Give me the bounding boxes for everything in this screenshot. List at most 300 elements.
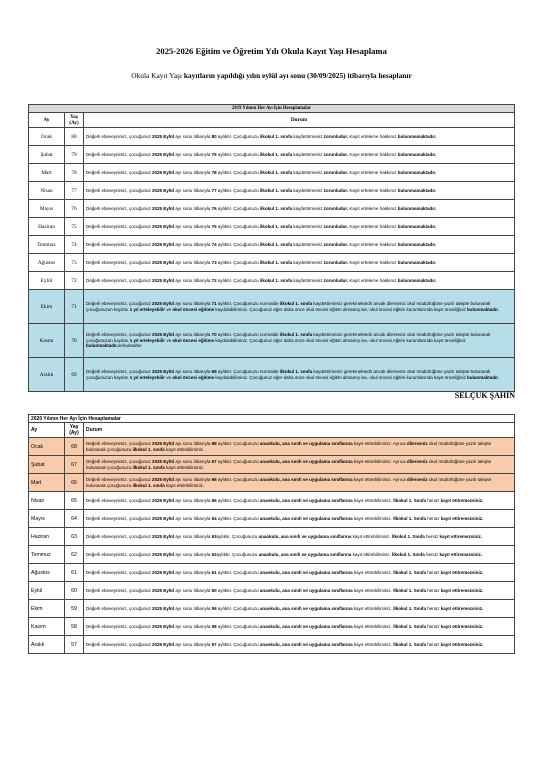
status-bold-text: İlkokul 1. Sınıfa bbox=[393, 587, 426, 593]
status-text: aylıktır. Çocuğunuzu bbox=[216, 259, 260, 265]
status-bold-text: anaokulu, ana sınıfı ve uygulama sınıflarına bbox=[259, 569, 353, 575]
status-bold-text: 70 bbox=[211, 332, 217, 338]
status-text: ayı sonu itibarıyla bbox=[174, 641, 212, 647]
status-text: kaydettirmeniz bbox=[292, 277, 324, 283]
status-text: Değerli ebeveynimiz, çocuğunuz bbox=[86, 497, 153, 503]
status-text: Değerli ebeveynimiz, çocuğunuz bbox=[86, 476, 153, 482]
status-text: Değerli ebeveynimiz, çocuğunuz bbox=[86, 223, 153, 229]
status-text: kaydettirmeniz bbox=[292, 151, 324, 157]
status-bold-text: İlkokul 1. Sınıfa bbox=[393, 605, 426, 611]
status-text: selcuksahin bbox=[118, 343, 142, 349]
status-text: ayı sonu itibarıyla bbox=[174, 187, 212, 193]
header-status: Durum bbox=[84, 113, 515, 128]
status-text: kayıt ettirebilirsiniz. bbox=[352, 569, 394, 575]
status-bold-text: İlkokul 1. Sınıfa bbox=[391, 533, 425, 539]
table-row bbox=[29, 200, 515, 218]
status-text: Değerli ebeveynimiz, çocuğunuz bbox=[86, 205, 153, 211]
status-bold-text: zorunludur. bbox=[323, 151, 349, 157]
table-row bbox=[29, 438, 515, 456]
status-bold-text: 2025 Eylül bbox=[152, 223, 175, 229]
status-text: aylıktır. Çocuğunuzu bbox=[216, 458, 260, 464]
status-text: kaydettirmeniz gerekmektedir ancak dilerseniz okul müdürlüğüne yazılı talepte bulunarak çocuğunuzun kaydını bbox=[86, 368, 491, 380]
cell-month: Eylül bbox=[29, 582, 65, 600]
status-bold-text: 61 bbox=[211, 569, 217, 575]
cell-status bbox=[84, 546, 515, 564]
status-bold-text: ilkokul 1. sınıfa bbox=[279, 368, 313, 374]
status-bold-text: zorunludur. bbox=[323, 133, 349, 139]
status-text: aylıktır. Çocuğunuzu bbox=[216, 440, 260, 446]
status-text: ayı sonu itibarıyla bbox=[174, 368, 212, 374]
cell-month: Haziran bbox=[29, 528, 65, 546]
status-bold-text: 2025 Eylül bbox=[152, 515, 175, 521]
status-bold-text: bulunmamaktadır. bbox=[397, 187, 437, 193]
cell-age: 58 bbox=[65, 618, 84, 636]
status-bold-text: kayıt ettiremezsiniz. bbox=[440, 497, 484, 503]
status-text: kayıt ettirebilirsiniz. bbox=[352, 623, 394, 629]
status-text: Kayıt erteleme hakkınız bbox=[348, 223, 398, 229]
status-text: kayıt ettirebilirsiniz. bbox=[352, 515, 394, 521]
cell-age: 64 bbox=[65, 510, 84, 528]
status-bold-text: anaokulu, ana sınıfı ve uygulama sınıflarına bbox=[259, 458, 353, 464]
status-bold-text: anaokulu, ana sınıfı ve uygulama sınıflarına bbox=[259, 476, 353, 482]
status-bold-text: 58 bbox=[211, 623, 217, 629]
status-bold-text: dilerseniz bbox=[406, 458, 428, 464]
status-text: ayı sonu itibarıyla bbox=[174, 458, 212, 464]
status-text: aylıktır. Çocuğunuzu bbox=[216, 551, 259, 557]
header-month: Ay bbox=[29, 113, 65, 128]
status-bold-text: 2025 Eylül bbox=[152, 440, 175, 446]
status-text: Değerli ebeveynimiz, çocuğunuz bbox=[86, 332, 153, 338]
status-bold-text: zorunludur. bbox=[323, 169, 349, 175]
cell-age: 57 bbox=[65, 636, 84, 654]
status-bold-text: 62 bbox=[211, 551, 217, 557]
cell-month: Kasım bbox=[29, 324, 65, 358]
status-text: aylıktır. Çocuğunuzu bbox=[216, 569, 260, 575]
cell-status bbox=[84, 528, 515, 546]
status-text: Değerli ebeveynimiz, çocuğunuz bbox=[86, 533, 153, 539]
status-text: aylıktır. Çocuğunuzu normalde bbox=[216, 300, 280, 306]
status-bold-text: ilkokul 1. sınıfa bbox=[259, 187, 293, 193]
status-bold-text: kayıt ettiremezsiniz. bbox=[440, 623, 484, 629]
table-row bbox=[29, 456, 515, 474]
status-text: ayı sonu itibarıyla bbox=[174, 259, 212, 265]
status-bold-text: 2025 Eylül bbox=[152, 587, 175, 593]
cell-status bbox=[84, 438, 515, 456]
status-bold-text: ilkokul 1. sınıfa bbox=[259, 277, 293, 283]
cell-month: Nisan bbox=[29, 492, 65, 510]
status-text: Değerli ebeveynimiz, çocuğunuz bbox=[86, 515, 153, 521]
table-row bbox=[29, 324, 515, 358]
cell-month: Ağustos bbox=[29, 564, 65, 582]
status-bold-text: kayıt ettiremezsiniz. bbox=[440, 587, 484, 593]
cell-month: Nisan bbox=[29, 182, 65, 200]
table-row bbox=[29, 492, 515, 510]
status-text: aylıktır. Çocuğunuzu bbox=[216, 623, 260, 629]
table-2020 bbox=[28, 414, 515, 654]
status-bold-text: bulunmaktadır. bbox=[86, 343, 119, 349]
cell-age: 65 bbox=[65, 492, 84, 510]
status-bold-text: İlkokul 1. Sınıfa bbox=[393, 623, 426, 629]
subtitle-normal: Okula Kayıt Yaşı bbox=[131, 71, 184, 80]
status-bold-text: 2025 Eylül bbox=[152, 151, 175, 157]
status-text: ayı sonu itibarıyla bbox=[174, 133, 212, 139]
status-bold-text: 2025 Eylül bbox=[152, 605, 175, 611]
status-bold-text: dilerseniz bbox=[406, 440, 428, 446]
status-text: ve bbox=[165, 337, 173, 343]
cell-age: 66 bbox=[65, 474, 84, 492]
cell-age: 76 bbox=[65, 200, 84, 218]
status-bold-text: bulunmamaktadır. bbox=[397, 241, 437, 247]
status-bold-text: kayıt ettiremezsiniz. bbox=[439, 533, 482, 539]
status-text: aylıktır. Çocuğunuzu bbox=[216, 515, 260, 521]
status-bold-text: 2025 Eylül bbox=[152, 623, 175, 629]
status-bold-text: 74 bbox=[211, 241, 217, 247]
status-text: Kayıt erteleme hakkınız bbox=[348, 187, 398, 193]
status-bold-text: kayıt ettiremezsiniz. bbox=[440, 641, 484, 647]
status-bold-text: zorunludur. bbox=[323, 259, 349, 265]
status-bold-text: kayıt ettiremezsiniz. bbox=[440, 569, 484, 575]
status-bold-text: dilerseniz bbox=[406, 476, 428, 482]
status-bold-text: 2025 Eylül bbox=[152, 641, 175, 647]
status-text: kaydettirmeniz bbox=[292, 259, 324, 265]
cell-age: 62 bbox=[65, 546, 84, 564]
status-text: Değerli ebeveynimiz, çocuğunuz bbox=[86, 300, 153, 306]
status-text: Kayıt erteleme hakkınız bbox=[348, 277, 398, 283]
status-text: kayıt ettirebilirsiniz. bbox=[164, 446, 205, 452]
status-bold-text: bulunmaktadır. bbox=[466, 306, 499, 312]
author-signature: SELÇUK ŞAHİN bbox=[454, 391, 515, 400]
cell-status bbox=[84, 254, 515, 272]
status-bold-text: bulunmamaktadır. bbox=[397, 151, 437, 157]
status-bold-text: anaokulu, ana sınıfı ve uygulama sınıflarına bbox=[259, 623, 353, 629]
status-text: aylıktır. Çocuğunuzu bbox=[216, 641, 260, 647]
status-text: aylıktır. Çocuğunuzu bbox=[216, 476, 260, 482]
status-bold-text: zorunludur. bbox=[323, 241, 349, 247]
table-caption: 2019 Yılının Her Ayı İçin Hesaplamalar bbox=[29, 105, 515, 113]
cell-status bbox=[84, 146, 515, 164]
cell-month: Şubat bbox=[29, 456, 65, 474]
status-bold-text: 65 bbox=[211, 497, 217, 503]
status-text: ayı sonu itibarıyla bbox=[174, 497, 212, 503]
status-bold-text: 2025 Eylül bbox=[152, 169, 175, 175]
status-text: aylıktır. Çocuğunuzu bbox=[216, 187, 260, 193]
status-bold-text: anaokulu, ana sınıfı ve uygulama sınıflarına bbox=[259, 515, 353, 521]
status-text: ve bbox=[165, 374, 173, 380]
status-text: Değerli ebeveynimiz, çocuğunuz bbox=[86, 587, 153, 593]
status-bold-text: 80 bbox=[211, 133, 217, 139]
cell-status bbox=[84, 492, 515, 510]
cell-age: 79 bbox=[65, 146, 84, 164]
subtitle-bold: kayıtların yapıldığı yılın eylül ayı sonu (30/09/2025) itibarıyla hesaplanır bbox=[183, 71, 412, 80]
cell-month: Kasım bbox=[29, 618, 65, 636]
status-bold-text: bulunmamaktadır. bbox=[397, 205, 437, 211]
cell-month: Temmuz bbox=[29, 236, 65, 254]
status-text: Değerli ebeveynimiz, çocuğunuz bbox=[86, 605, 153, 611]
status-bold-text: ilkokul 1. sınıfa bbox=[259, 223, 293, 229]
status-text: kayıt ettirebilirsiniz. bbox=[351, 533, 392, 539]
status-text: kaydolabilirsiniz. Çocuğunuz eğer daha önce okul öncesi eğitim almamış ise, okul öncesi eğitim kurumlarında kayıt önceliğiniz bbox=[214, 337, 466, 343]
status-bold-text: 2025 Eylül bbox=[152, 259, 175, 265]
cell-status bbox=[84, 200, 515, 218]
status-text: Kayıt erteleme hakkınız bbox=[348, 151, 398, 157]
status-bold-text: anaokulu, ana sınıfı ve uygulama sınıflarına bbox=[259, 605, 353, 611]
status-text: aylıktır. Çocuğunuzu bbox=[216, 151, 260, 157]
cell-month: Mart bbox=[29, 474, 65, 492]
status-text: Kayıt erteleme hakkınız bbox=[348, 169, 398, 175]
cell-status bbox=[84, 618, 515, 636]
table-row bbox=[29, 218, 515, 236]
status-text: Kayıt erteleme hakkınız bbox=[348, 259, 398, 265]
status-text: Değerli ebeveynimiz, çocuğunuz bbox=[86, 187, 153, 193]
status-text: ayı sonu itibarıyla bbox=[174, 277, 212, 283]
status-text: henüz bbox=[425, 641, 441, 647]
status-bold-text: 79 bbox=[211, 151, 217, 157]
status-text: kayıt ettirebilirsiniz. bbox=[164, 464, 205, 470]
status-text: kaydettirmeniz gerekmektedir ancak dilerseniz okul müdürlüğüne yazılı talepte bulunarak çocuğunuzun kaydını bbox=[86, 300, 491, 312]
cell-month: Mayıs bbox=[29, 200, 65, 218]
page-subtitle bbox=[0, 71, 543, 80]
status-text: kayıt ettirebilirsiniz. Ayrıca bbox=[352, 440, 407, 446]
table-row bbox=[29, 164, 515, 182]
table-row bbox=[29, 290, 515, 324]
status-bold-text: kayıt ettiremezsiniz. bbox=[439, 551, 482, 557]
status-text: henüz bbox=[425, 623, 441, 629]
cell-status bbox=[84, 456, 515, 474]
status-bold-text: bulunmamaktadır. bbox=[397, 223, 437, 229]
status-text: kayıt ettirebilirsiniz. bbox=[352, 497, 394, 503]
status-bold-text: okul öncesi eğitime bbox=[172, 374, 215, 380]
status-text: ayı sonu itibarıyla bbox=[174, 169, 212, 175]
status-text: ayı sonu itibarıyla bbox=[174, 300, 212, 306]
status-text: kaydettirmeniz bbox=[292, 187, 324, 193]
status-text: Değerli ebeveynimiz, çocuğunuz bbox=[86, 551, 153, 557]
status-text: ayı sonu itibarıyla bbox=[174, 205, 212, 211]
status-text: henüz bbox=[425, 587, 441, 593]
cell-status bbox=[84, 510, 515, 528]
status-text: Kayıt erteleme hakkınız bbox=[348, 133, 398, 139]
status-text: ayı sonu itibarıyla bbox=[174, 241, 212, 247]
cell-status bbox=[84, 564, 515, 582]
header-age: Yaş (Ay) bbox=[65, 423, 84, 438]
cell-status bbox=[84, 474, 515, 492]
cell-age: 78 bbox=[65, 164, 84, 182]
table-row bbox=[29, 272, 515, 290]
table-row bbox=[29, 600, 515, 618]
status-text: aylıktır. Çocuğunuzu bbox=[216, 533, 259, 539]
status-text: aylıktır. Çocuğunuzu bbox=[216, 169, 260, 175]
status-bold-text: 76 bbox=[211, 205, 217, 211]
status-text: ve bbox=[165, 306, 173, 312]
status-text: kayıt ettirebilirsiniz. Ayrıca bbox=[352, 458, 407, 464]
status-bold-text: anaokulu, ana sınıfı ve uygulama sınıflarına bbox=[258, 551, 352, 557]
status-text: Değerli ebeveynimiz, çocuğunuz bbox=[86, 277, 153, 283]
status-text: ayı sonu itibarıyla bbox=[174, 151, 212, 157]
cell-age: 75 bbox=[65, 218, 84, 236]
table-row bbox=[29, 358, 515, 392]
status-text: Değerli ebeveynimiz, çocuğunuz bbox=[86, 440, 153, 446]
status-text: henüz bbox=[425, 605, 441, 611]
status-bold-text: ilkokul 1. sınıfa bbox=[259, 205, 293, 211]
status-bold-text: 1 yıl erteleyebilir bbox=[129, 374, 166, 380]
status-bold-text: 66 bbox=[211, 476, 217, 482]
status-text: kaydolabilirsiniz. Çocuğunuz eğer daha önce okul öncesi eğitim almamış ise, okul öncesi eğitim kurumlarında kayıt önceliğiniz bbox=[214, 306, 467, 312]
status-bold-text: 59 bbox=[211, 605, 217, 611]
status-text: kaydettirmeniz bbox=[292, 133, 324, 139]
cell-age: 74 bbox=[65, 236, 84, 254]
cell-month: Mayıs bbox=[29, 510, 65, 528]
status-bold-text: ilkokul 1. sınıfa bbox=[259, 169, 293, 175]
status-bold-text: 2025 Eylül bbox=[152, 241, 175, 247]
cell-month: Eylül bbox=[29, 272, 65, 290]
status-bold-text: anaokulu, ana sınıfı ve uygulama sınıflarına bbox=[259, 497, 353, 503]
cell-month: Aralık bbox=[29, 358, 65, 392]
table-row bbox=[29, 510, 515, 528]
status-text: kaydettirmeniz gerekmektedir ancak dilerseniz okul müdürlüğüne yazılı talepte bulunarak çocuğunuzun kaydını bbox=[86, 332, 491, 343]
status-text: ayı sonu itibarıyla bbox=[174, 605, 212, 611]
status-text: Kayıt erteleme hakkınız bbox=[348, 241, 398, 247]
table-2019 bbox=[28, 104, 515, 392]
cell-status bbox=[84, 236, 515, 254]
status-bold-text: 63 bbox=[211, 533, 217, 539]
status-bold-text: anaokulu, ana sınıfı ve uygulama sınıflarına bbox=[258, 533, 352, 539]
cell-month: Ocak bbox=[29, 128, 65, 146]
table-caption: 2020 Yılının Her Ayı İçin Hesaplamalar bbox=[29, 415, 515, 423]
status-text: kaydettirmeniz bbox=[292, 241, 324, 247]
cell-status bbox=[84, 600, 515, 618]
status-bold-text: 68 bbox=[211, 440, 217, 446]
cell-age: 69 bbox=[65, 358, 84, 392]
status-bold-text: okul öncesi eğitime bbox=[172, 306, 215, 312]
status-bold-text: ilkokul 1. sınıfa bbox=[259, 241, 293, 247]
status-bold-text: 2025 Eylül bbox=[152, 332, 175, 338]
status-text: henüz bbox=[425, 497, 441, 503]
status-bold-text: 73 bbox=[211, 259, 217, 265]
status-text: kaydettirmeniz bbox=[292, 169, 324, 175]
cell-month: Ekim bbox=[29, 290, 65, 324]
status-bold-text: kayıt ettiremezsiniz. bbox=[440, 515, 484, 521]
status-bold-text: anaokulu, ana sınıfı ve uygulama sınıflarına bbox=[259, 587, 353, 593]
cell-age: 63 bbox=[65, 528, 84, 546]
status-bold-text: 72 bbox=[211, 277, 217, 283]
status-bold-text: bulunmamaktadır. bbox=[397, 169, 437, 175]
status-text: aylıktır. Çocuğunuzu normalde bbox=[216, 368, 280, 374]
cell-month: Ocak bbox=[29, 438, 65, 456]
status-text: aylıktır. Çocuğunuzu bbox=[216, 277, 260, 283]
status-bold-text: 77 bbox=[211, 187, 217, 193]
cell-status bbox=[84, 182, 515, 200]
table-row bbox=[29, 474, 515, 492]
status-text: Değerli ebeveynimiz, çocuğunuz bbox=[86, 241, 153, 247]
status-text: aylıktır. Çocuğunuzu bbox=[216, 497, 260, 503]
status-bold-text: anaokulu, ana sınıfı ve uygulama sınıflarına bbox=[259, 641, 353, 647]
status-text: Değerli ebeveynimiz, çocuğunuz bbox=[86, 641, 153, 647]
status-text: aylıktır. Çocuğunuzu bbox=[216, 133, 260, 139]
status-bold-text: 2025 Eylül bbox=[152, 551, 175, 557]
cell-month: Mart bbox=[29, 164, 65, 182]
cell-status bbox=[84, 358, 515, 392]
status-bold-text: anaokulu, ana sınıfı ve uygulama sınıflarına bbox=[259, 440, 353, 446]
header-status: Durum bbox=[84, 423, 515, 438]
status-bold-text: 2025 Eylül bbox=[152, 187, 175, 193]
cell-status bbox=[84, 636, 515, 654]
cell-month: Aralık bbox=[29, 636, 65, 654]
table-row bbox=[29, 546, 515, 564]
cell-age: 73 bbox=[65, 254, 84, 272]
cell-age: 71 bbox=[65, 290, 84, 324]
status-text: kaydolabilirsiniz. Çocuğunuz eğer daha önce okul öncesi eğitim almamış ise, okul öncesi eğitim kurumlarında kayıt önceliğiniz bbox=[214, 374, 467, 380]
cell-age: 77 bbox=[65, 182, 84, 200]
page-title: 2025-2026 Eğitim ve Öğretim Yılı Okula Kayıt Yaşı Hesaplama bbox=[156, 46, 387, 56]
cell-month: Haziran bbox=[29, 218, 65, 236]
status-text: kayıt ettirebilirsiniz. bbox=[352, 587, 394, 593]
status-bold-text: İlkokul 1. Sınıfa bbox=[391, 551, 425, 557]
status-bold-text: ilkokul 1. sınıfa bbox=[132, 446, 165, 452]
status-bold-text: ilkokul 1. sınıfa bbox=[132, 464, 165, 470]
status-text: Değerli ebeveynimiz, çocuğunuz bbox=[86, 623, 153, 629]
status-bold-text: İlkokul 1. Sınıfa bbox=[393, 641, 426, 647]
status-text: ayı sonu itibarıyla bbox=[174, 332, 212, 338]
status-text: kayıt ettirebilirsiniz. Ayrıca bbox=[352, 476, 407, 482]
status-text: kaydettirmeniz bbox=[292, 223, 324, 229]
status-text: ayı sonu itibarıyla bbox=[174, 533, 212, 539]
status-bold-text: 2025 Eylül bbox=[152, 368, 175, 374]
status-bold-text: 2025 Eylül bbox=[152, 476, 175, 482]
table-row bbox=[29, 564, 515, 582]
cell-status bbox=[84, 324, 515, 358]
status-bold-text: ilkokul 1. sınıfa bbox=[259, 133, 293, 139]
status-text: ayı sonu itibarıyla bbox=[174, 476, 212, 482]
status-text: henüz bbox=[424, 551, 440, 557]
table-row bbox=[29, 618, 515, 636]
status-text: aylıktır. Çocuğunuzu bbox=[216, 241, 260, 247]
status-bold-text: 2025 Eylül bbox=[152, 533, 175, 539]
cell-status bbox=[84, 164, 515, 182]
status-bold-text: zorunludur. bbox=[323, 205, 349, 211]
status-bold-text: 64 bbox=[211, 515, 217, 521]
status-text: ayı sonu itibarıyla bbox=[174, 515, 212, 521]
status-text: henüz bbox=[425, 515, 441, 521]
status-text: henüz bbox=[425, 569, 441, 575]
status-text: okul müdürlüğüne yazılı talepte bulunarak çocuğunuzu bbox=[86, 458, 492, 470]
status-bold-text: zorunludur. bbox=[323, 187, 349, 193]
status-bold-text: 1 yıl erteleyebilir bbox=[129, 306, 166, 312]
status-bold-text: 75 bbox=[211, 223, 217, 229]
cell-status bbox=[84, 290, 515, 324]
status-bold-text: 67 bbox=[211, 458, 217, 464]
status-text: ayı sonu itibarıyla bbox=[174, 587, 212, 593]
table-row bbox=[29, 254, 515, 272]
status-bold-text: 2025 Eylül bbox=[152, 277, 175, 283]
status-text: kayıt ettirebilirsiniz. bbox=[352, 605, 394, 611]
status-text: Değerli ebeveynimiz, çocuğunuz bbox=[86, 133, 153, 139]
status-bold-text: 60 bbox=[211, 587, 217, 593]
status-text: okul müdürlüğüne yazılı talepte bulunarak çocuğunuzu bbox=[86, 476, 492, 488]
status-bold-text: 2025 Eylül bbox=[152, 300, 175, 306]
status-bold-text: 2025 Eylül bbox=[152, 497, 175, 503]
status-text: kayıt ettirebilirsiniz. bbox=[351, 551, 392, 557]
header-age: Yaş (Ay) bbox=[65, 113, 84, 128]
table-row bbox=[29, 236, 515, 254]
status-text: kayıt ettirebilirsiniz. bbox=[164, 482, 205, 488]
cell-age: 61 bbox=[65, 564, 84, 582]
status-bold-text: İlkokul 1. Sınıfa bbox=[393, 569, 426, 575]
status-text: ayı sonu itibarıyla bbox=[174, 569, 212, 575]
status-text: aylıktır. Çocuğunuzu bbox=[216, 587, 260, 593]
cell-status bbox=[84, 128, 515, 146]
status-bold-text: 2025 Eylül bbox=[152, 133, 175, 139]
status-text: ayı sonu itibarıyla bbox=[174, 623, 212, 629]
status-text: aylıktır. Çocuğunuzu bbox=[216, 205, 260, 211]
